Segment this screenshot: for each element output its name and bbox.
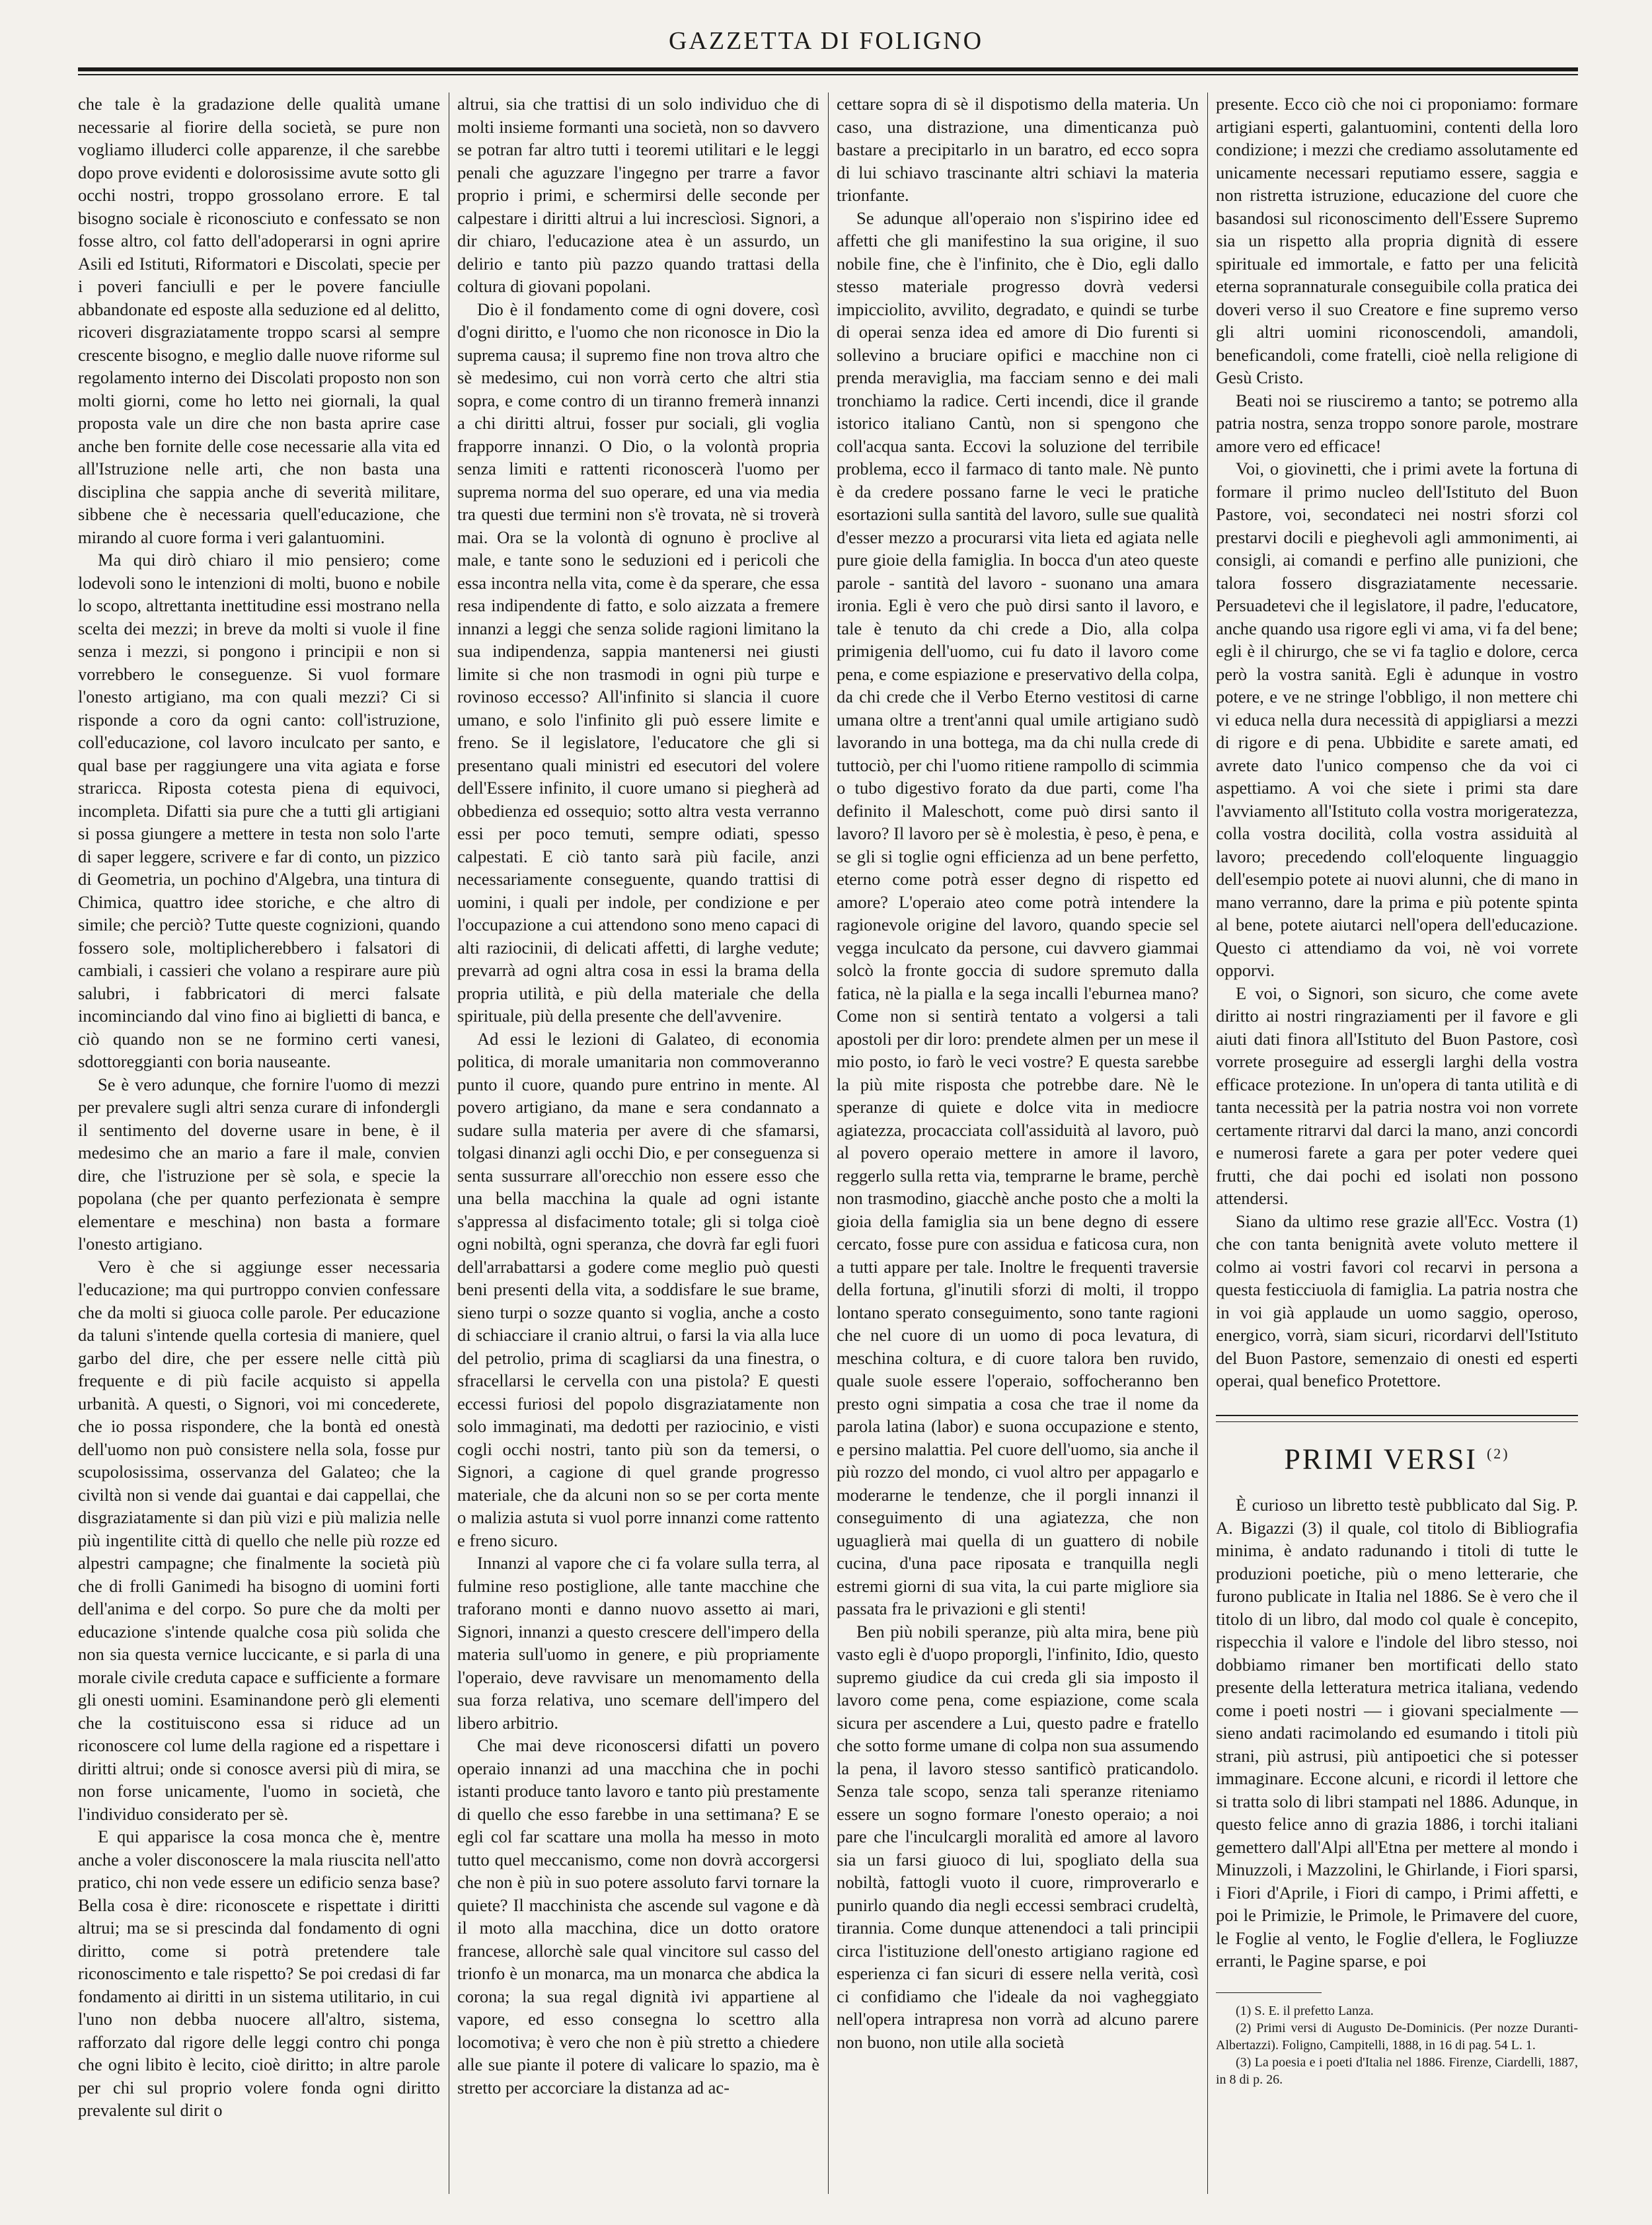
section-title-text: PRIMI VERSI bbox=[1284, 1443, 1478, 1476]
column-2 bbox=[457, 93, 819, 2194]
footnote: (1) S. E. il prefetto Lanza. bbox=[1236, 2003, 1374, 2018]
paragraph: E qui apparisce la cosa monca che è, mentre anche a voler disconoscere la mala riuscita nell'atto pratico, chi non vede essere un edificio senza base? Bella cosa è dire: riconoscete e rispettate i diritti altrui; ma se si prescinda dal fondamento di ogni diritto, come si potrà pretendere tale riconoscimento e tale rispetto? Se poi credasi di far fondamento ai diritti in un sistema utilitario, in cui l'uno non debba nuocere all'altro, sistema, rafforzato dal rigore delle leggi contro chi ponga che ogni libito è lecito, cioè diritto; in altre parole per chi sul proprio volere fonda ogni diritto prevalente sul dirit o bbox=[78, 1827, 440, 2120]
masthead-rule bbox=[78, 67, 1578, 71]
section-rule bbox=[1216, 1415, 1578, 1416]
paragraph: Innanzi al vapore che ci fa volare sulla terra, al fulmine reso postiglione, alle tante macchine che traforano monti e danno nuovo assetto ai mari, Signori, innanzi a questo crescere dell'impero della materia sull'uomo in genere, e più propriamente l'operaio, deve ravvisare un menomamento della sua forza relativa, uno scemare dell'impero del libero arbitrio. bbox=[457, 1553, 819, 1733]
paragraph: Ma qui dirò chiaro il mio pensiero; come lodevoli sono le intenzioni di molti, buono e nobile lo scopo, altrettanta inettitudine essi mostrano nella scelta dei mezzi; in breve da molti si vuole il fine senza i mezzi, si pongono i principii e non si vorrebbero le conseguenze. Si vuol formare l'onesto artigiano, ma con quali mezzi? Ci si risponde a coro da ogni canto: coll'istruzione, coll'educazione, col lavoro inculcato per santo, e qual base per raggiungere una vita agiata e forse straricca. Riposta cotesta piena di equivoci, incompleta. Difatti sia pure che a tutti gli artigiani si possa giungere a mettere in testa non solo l'arte di saper leggere, scrivere e far di conto, un pizzico di Geometria, un pochino d'Algebra, una tintura di Chimica, quattro idee storiche, e che altro di simile; che perciò? Tutte queste cognizioni, quando fossero sole, moltiplicherebbero i falsatori di cambiali, i cassieri che volano a respirare aure più salubri, i fabbricatori di merci falsate incominciando dal vino fino ai biglietti di banca, e ciò quando non se ne formino certi vanesi, sdottoreggianti con boria nauseante. bbox=[78, 550, 440, 1071]
paragraph: Se è vero adunque, che fornire l'uomo di mezzi per prevalere sugli altri senza curare di infondergli il sentimento del doverne usare in bene, è il medesimo che an mario a fare il male, convien dire, che l'istruzione per sè sola, e specie la popolana (che per quanto perfezionata è sempre elementare e meschina) non basta a formare l'onesto artigiano. bbox=[78, 1074, 440, 1254]
section-title-note: (2) bbox=[1486, 1445, 1510, 1462]
footnote: (2) Primi versi di Augusto De-Dominicis. (Per nozze Duranti-Albertazzi). Foligno, Campitelli, 1888, in 16 di pag. 54 L. 1. bbox=[1216, 2020, 1578, 2053]
paragraph: Vero è che si aggiunge esser necessaria l'educazione; ma qui purtroppo convien confessare che da molti si giuoca colle parole. Per educazione da taluni s'intende quella cortesia di maniere, quel garbo del dire, che per essere nelle città più frequente e di più facile acquisto si appella urbanità. A questi, o Signori, voi mi concederete, che io possa rispondere, che la bontà ed onestà dell'uomo non può consistere nella sola, fosse pur scupolosissima, osservanza del Galateo; che la civiltà non si vende dai guantai e dai cappellai, che disgraziatamente si dan più vizi e più malizia nelle più ingentilite città di quello che nelle più rozze ed alpestri campagne; che finalmente la società più che di frolli Ganimedi ha bisogno di uomini forti dell'anima e del corpo. So pure che da molti per educazione s'intende qualche cosa più solida che non sia questa vernice luccicante, e si parla di una morale civile creduta capace e sufficiente a formare gli onesti uomini. Esaminandone però gli elementi che la costituiscono essa si riduce ad un riconoscere col lume della ragione ed a rispettare i diritti altrui; onde si conosce aversi più di mira, se non forse unicamente, l'uomo in società, che l'individuo considerato per sè. bbox=[78, 1256, 440, 1824]
column-4 bbox=[1216, 93, 1578, 2194]
paragraph: Beati noi se riusciremo a tanto; se potremo alla patria nostra, senza troppo sonore parole, mostrare amore vero ed efficace! bbox=[1216, 390, 1578, 456]
paragraph: Siano da ultimo rese grazie all'Ecc. Vostra (1) che con tanta benignità avete voluto mettere il colmo ai vostri favori col recarvi in persona a questa festicciuola di famiglia. La patria nostra che in voi già applaude un uomo saggio, operoso, energico, vorrà, siam sicuri, ricordarvi dell'Istituto del Buon Pastore, semenzaio di onesti ed esperti operai, qual benefico Protettore. bbox=[1216, 1211, 1578, 1390]
paragraph: Che mai deve riconoscersi difatti un povero operaio innanzi ad una macchina che in pochi istanti produce tanto lavoro e tanto più prestamente di quello che esso farebbe in una settimana? E se egli col far scattare una molla ha messo in moto tutto quel meccanismo, come non dovrà accorgersi che non è più in suo potere assoluto farvi tornare la quiete? Il macchinista che ascende sul vagone e dà il moto alla macchina, dice un dotto oratore francese, allorchè sale qual vincitore sul casso del trionfo è un monarca, ma un monarca che abdica la corona; la sua regal dignità ivi appartiene al vapore, ed esso consegna lo scettro alla locomotiva; è vero che non è più stretto a chiedere alle sue piante il potere di valicare lo spazio, ma è stretto per accorciare la distanza ad ac- bbox=[457, 1735, 819, 2097]
section-rule bbox=[1216, 1421, 1578, 1422]
column-divider bbox=[828, 93, 829, 2194]
paragraph: E voi, o Signori, son sicuro, che come avete diritto ai nostri ringraziamenti per il favore e gli aiuti dati finora all'Istituto del Buon Pastore, così vorrete proseguire ad essergli larghi della vostra efficace protezione. In un'opera di tanta utilità e di tanta necessità per la patria nostra voi non vorrete certamente ritrarvi dal darci la mano, anzi concordi e numerosi farete a gara per poter vedere quei frutti, che dai pochi ed isolati non possono attendersi. bbox=[1216, 983, 1578, 1208]
section-title bbox=[1216, 1434, 1578, 1480]
paragraph: Voi, o giovinetti, che i primi avete la fortuna di formare il primo nucleo dell'Istituto del Buon Pastore, voi, secondateci nei nostri sforzi col prestarvi docili e pieghevoli agli ammonimenti, ai consigli, ai comandi e perfino alle punizioni, che talora fossero disgraziatamente necessarie. Persuadetevi che il legislatore, il padre, l'educatore, anche quando usa rigore egli vi ama, vi fa del bene; egli è il chirurgo, che se vi fa taglio e dolore, cerca però la vostra sanità. Egli è adunque in vostro potere, e ve ne stringe l'obbligo, il non mettere chi vi educa nella dura necessità di appigliarsi a mezzi di rigore e di pena. Ubbidite e sarete amati, ed avrete dato l'unico compenso che da voi ci aspettiamo. A voi che siete i primi sta dare l'avviamento all'Istituto colla vostra morigeratezza, colla vostra docilità, colla vostra assiduità al lavoro; precedendo coll'eloquente linguaggio dell'esempio potete ai nuovi alunni, che di mano in mano verranno, dare la prima e più potente spinta al bene, potete aiutarci nell'opera dell'educazione. Questo ci attendiamo da voi, nè voi vorrete opporvi. bbox=[1216, 459, 1578, 980]
footnote-rule bbox=[1216, 1992, 1322, 1993]
paragraph: presente. Ecco ciò che noi ci proponiamo: formare artigiani esperti, galantuomini, contenti della loro condizione; i mezzi che crediamo assolutamente ed unicamente necessari reputiamo essere, saggia e non ristretta istruzione, educazione del cuore che basandosi sul riconoscimento dell'Essere Supremo sia un rispetto alla propria dignità di essere spirituale ed immortale, e fatto per una felicità eterna soprannaturale conseguibile colla pratica dei doveri verso il suo Creatore e fine supremo verso gli altri uomini riconoscendoli, amandoli, beneficandoli, come fratelli, cioè nella religione di Gesù Cristo. bbox=[1216, 94, 1578, 387]
paragraph: cettare sopra di sè il dispotismo della materia. Un caso, una distrazione, una dimenticanza può bastare a precipitarlo in un baratro, ed ecco sopra di lui schiavo trascinante altri schiavi la materia trionfante. bbox=[837, 94, 1199, 205]
masthead-title: GAZZETTA DI FOLIGNO bbox=[668, 27, 984, 55]
columns bbox=[78, 93, 1578, 2194]
column-1 bbox=[78, 93, 440, 2194]
paragraph: È curioso un libretto testè pubblicato dal Sig. P. A. Bigazzi (3) il quale, col titolo di Bibliografia minima, è andato radunando i titoli di tutte le produzioni poetiche, più o meno letterarie, che furono publicate in Italia nel 1886. Se è vero che il titolo di un libro, dal modo col quale è concepito, rispecchia il valore e l'indole del libro stesso, noi dobbiamo rimaner ben mortificati dello stato presente della letteratura metrica italiana, vedendo come i poeti nostri — i giovani specialmente — sieno andati racimolando ed esumando i titoli più strani, più astrusi, più antipoetici che si potesser immaginare. Eccone alcuni, e ricordi il lettore che si tratta solo di libri stampati nel 1886. Adunque, in questo felice anno di grazia 1886, i torchi italiani gemettero dall'Alpi all'Etna per mettere al mondo i Minuzzoli, i Mazzolini, le Ghirlande, i Fiori sparsi, i Fiori d'Aprile, i Fiori di campo, i Primi affetti, e poi le Primizie, le Primole, le Primavere del cuore, le Foglie al vento, le Foglie d'ellera, le Fogliuzze erranti, le Pagine sparse, e poi bbox=[1216, 1495, 1578, 1971]
paragraph: Ad essi le lezioni di Galateo, di economia politica, di morale umanitaria non commoveranno punto il cuore, quando pure entrino in mente. Al povero artigiano, da mane e sera condannato a sudare sulla materia per avere di che sfamarsi, tolgasi dinanzi agli occhi Dio, e per conseguenza si senta sussurrare all'orecchio non essere esso che una bella macchina la quale ad ogni istante s'appressa al disfacimento totale; gli si tolga cioè ogni nobiltà, ogni speranza, che dovrà far egli fuori dell'arrabattarsi a godere come meglio può questi beni presenti della vita, a soddisfare le sue brame, sieno turpi o sozze quanto si voglia, anche a costo di schiacciare il cranio altrui, o farsi la via alla luce del petrolio, prima di scagliarsi da una finestra, o sfracellarsi le cervella con una pistola? E questi eccessi furiosi del popolo disgraziatamente non solo immaginati, ma dedotti per raziocinio, e visti cogli occhi nostri, tanto più son da temersi, o Signori, a cagione di quel grande progresso materiale, che da alcuni non so se per corta mente o malizia astuta si vuol porre innanzi come rattento e freno sicuro. bbox=[457, 1028, 819, 1550]
masthead-rule-thin bbox=[78, 74, 1578, 75]
paragraph: Dio è il fondamento come di ogni dovere, così d'ogni diritto, e l'uomo che non riconosce in Dio la suprema causa; il supremo fine non trova altro che sè medesimo, cui non vorrà certo che altri stia sopra, e come contro di un tiranno fremerà innanzi a chi diritti altrui, fosser pur sociali, gli voglia frapporre innanzi. O Dio, o la volontà propria senza limiti e rattenti riconoscerà l'uomo per suprema norma del suo operare, ed una via media tra questi due termini non s'è trovata, nè si troverà mai. Ora se la volontà di ognuno è proclive al male, e tante sono le seduzioni ed i pericoli che essa incontra nella vita, come è da sperare, che essa resa indipendente di fatto, e solo aizzata a fremere innanzi a leggi che senza solide ragioni limitano la sua indipendenza, sappia mantenersi nei giusti limite si che non trasmodi in ogni più turpe e rovinoso eccesso? All'infinito si slancia il cuore umano, e solo l'infinito gli può essere limite e freno. Se il legislatore, l'educatore che gli si presentano quali ministri ed esecutori del volere dell'Essere infinito, il cuore umano si piegherà ad obbedienza ed ossequio; sotto altra vesta verranno essi per poco temuti, sempre odiati, spesso calpestati. E ciò tanto sarà più facile, anzi necessariamente conseguente, quando trattisi di uomini, i quali per indole, per condizione e per l'occupazione a cui attendono sono meno capaci di alti raziocinii, di delicati affetti, di larghe vedute; prevarrà ad ogni altra cosa in essi la brama della propria utilità, e più della materiale che della spirituale, più della presente che dell'avvenire. bbox=[457, 299, 819, 1026]
footnote: (3) La poesia e i poeti d'Italia nel 1886. Firenze, Ciardelli, 1887, in 8 di p. 26. bbox=[1216, 2055, 1578, 2087]
paragraph: che tale è la gradazione delle qualità umane necessarie al fiorire della società, se pure non vogliamo illuderci colle apparenze, il che sarebbe dopo prove evidenti e dolorosissime avute sotto gli occhi nostri, troppo grossolano errore. E tal bisogno sociale è riconosciuto e confessato se non fosse altro, col fatto dell'adoperarsi in ogni aprire Asili ed Istituti, Riformatori e Discolati, specie per i poveri fanciulli e per le povere fanciulle abbandonate ed esposte alla seduzione ed al delitto, ricoveri disgraziatamente troppo scarsi al sempre crescente bisogno, e meglio dalle nuove riforme sul regolamento interno dei Discolati proposto non son molti giorni, come ho letto nei giornali, la qual proposta vale un dire che non basta aprire case anche ben fornite delle cose necessarie alla vita ed all'Istruzione nelle arti, che non basta una disciplina che sappia anche di severità militare, sibbene che è necessaria quell'educazione, che mirando al cuore forma i veri galantuomini. bbox=[78, 94, 440, 547]
paragraph: Ben più nobili speranze, più alta mira, bene più vasto egli è d'uopo proporgli, l'infinito, Idio, questo supremo giudice da cui creda gli sia imposto il lavoro come pena, come espiazione, come scala sicura per ascendere a Lui, questo padre e fratello che sotto forme umane di colpa non sua assumendo la pena, il lavoro stesso santificò praticandolo. Senza tale scopo, senza tali speranze riteniamo essere un sogno formare l'onesto operaio; a noi pare che l'inculcargli moralità ed amore al lavoro sia un farsi giuoco di lui, spogliato della sua nobiltà, fattogli vuoto il cuore, rimproverarlo e punirlo quando dia negli eccessi sembraci crudeltà, tirannia. Come dunque attenendoci a tali principii circa l'istituzione dell'onesto artigiano ragione ed esperienza ci fan sicuri di essere nella verità, così ci confidiamo che l'ideale da noi vagheggiato nell'opera intrapresa non vorrà ad alcuno parere non buono, non utile alla società bbox=[837, 1621, 1199, 2052]
column-divider bbox=[1207, 93, 1208, 2194]
column-3 bbox=[837, 93, 1199, 2194]
paragraph: altrui, sia che trattisi di un solo individuo che di molti insieme formanti una società, non so davvero se potran far altro tutti i teoremi utilitari e le leggi penali che aguzzare l'ingegno per trarre a favor proprio i primi, e schermirsi delle seconde per calpestare i diritti altrui a lui increscìosi. Signori, a dir chiaro, l'educazione atea è un assurdo, un delirio e tanto più pazzo quando trattasi della coltura di giovani popolani. bbox=[457, 94, 819, 296]
paragraph: Se adunque all'operaio non s'ispirino idee ed affetti che gli manifestino la sua origine, il suo nobile fine, che è l'infinito, che è Dio, egli dallo stesso materiale progresso dovrà vedersi impicciolito, avvilito, degradato, e quindi se turbe di operai senza idea ed amore di Dio furenti si sollevino a bruciare opifici e macchine non ci prenda meraviglia, ma facciam senno e dei mali tronchiamo la radice. Certi incendi, dice il grande istorico italiano Cantù, non si spengono che coll'acqua santa. Eccovi la soluzione del terribile problema, ecco il farmaco di tanto male. Nè punto è da credere possano farne le veci le pratiche esortazioni sulla santità del lavoro, sulle sue qualità d'esser mezzo a procurarsi vita lieta ed agiata nelle pure gioie della famiglia. In bocca d'un ateo queste parole - santità del lavoro - suonano una amara ironia. Egli è vero che può dirsi santo il lavoro, e tale è tenuto da chi crede a Dio, alla colpa primigenia dell'uomo, cui fu dato il lavoro come pena, e come espiazione e preservativo della colpa, da chi crede che il Verbo Eterno vestitosi di carne umana oltre a trent'anni qual umile artigiano sudò lavorando in una bottega, ma da chi nulla crede di tuttociò, per chi l'uomo ritiene rampollo di scimmia o tubo digestivo forato da due parti, come l'ha definito il Maleschott, come può dirsi santo il lavoro? Il lavoro per sè è molestia, è peso, è pena, e se gli si toglie ogni efficienza ad un bene perfetto, eterno come potrà esser degno di rispetto ed amore? L'operaio ateo come potrà intendere la ragionevole origine del lavoro, quando specie sel vegga inculcato da persone, cui davvero giammai solcò la fronte goccia di sudore spremuto dalla fatica, nè la pialla e la sega incalli l'eburnea mano? Come non si sentirà tentato a volgersi a tali apostoli per dir loro: prendete almen per un mese il mio posto, io farò le veci vostre? E questa sarebbe la più mite risposta che potrebbe dare. Nè le speranze di quiete e dolce vita in mediocre agiatezza, procacciata coll'assiduità al lavoro, può al povero operaio mettere in amore il lavoro, reggerlo sulla retta via, temprarne le brame, perchè non trasmodino, giacchè anche posto che a molti la gioia della famiglia sia un bene degno di essere cercato, fosse pure con assidua e faticosa cura, non a tutti appare per tale. Inoltre le frequenti traversie della fortuna, gl'inutili sforzi di molti, il troppo lontano sperato conseguimento, sono tante ragioni che nel cuore di un uomo di poca levatura, di meschina coltura, e di cuore talora ben ruvido, quale suole essere l'operaio, soffocheranno ben presto ogni simpatia a cosa che trae il nome da parola latina (labor) e suona occupazione e stento, e persino malattia. Pel cuore dell'uomo, sia anche il più rozzo del mondo, ci vuol altro per appagarlo e moderarne le tendenze, che il porgli innanzi il conseguimento di una agiatezza, che non uguaglierà mai quella di un guattero di nobile cucina, d'una pace riposata e tranquilla negli estremi giorni di sua vita, la cui parte migliore sia passata fra le privazioni e gli stenti! bbox=[837, 207, 1199, 1618]
